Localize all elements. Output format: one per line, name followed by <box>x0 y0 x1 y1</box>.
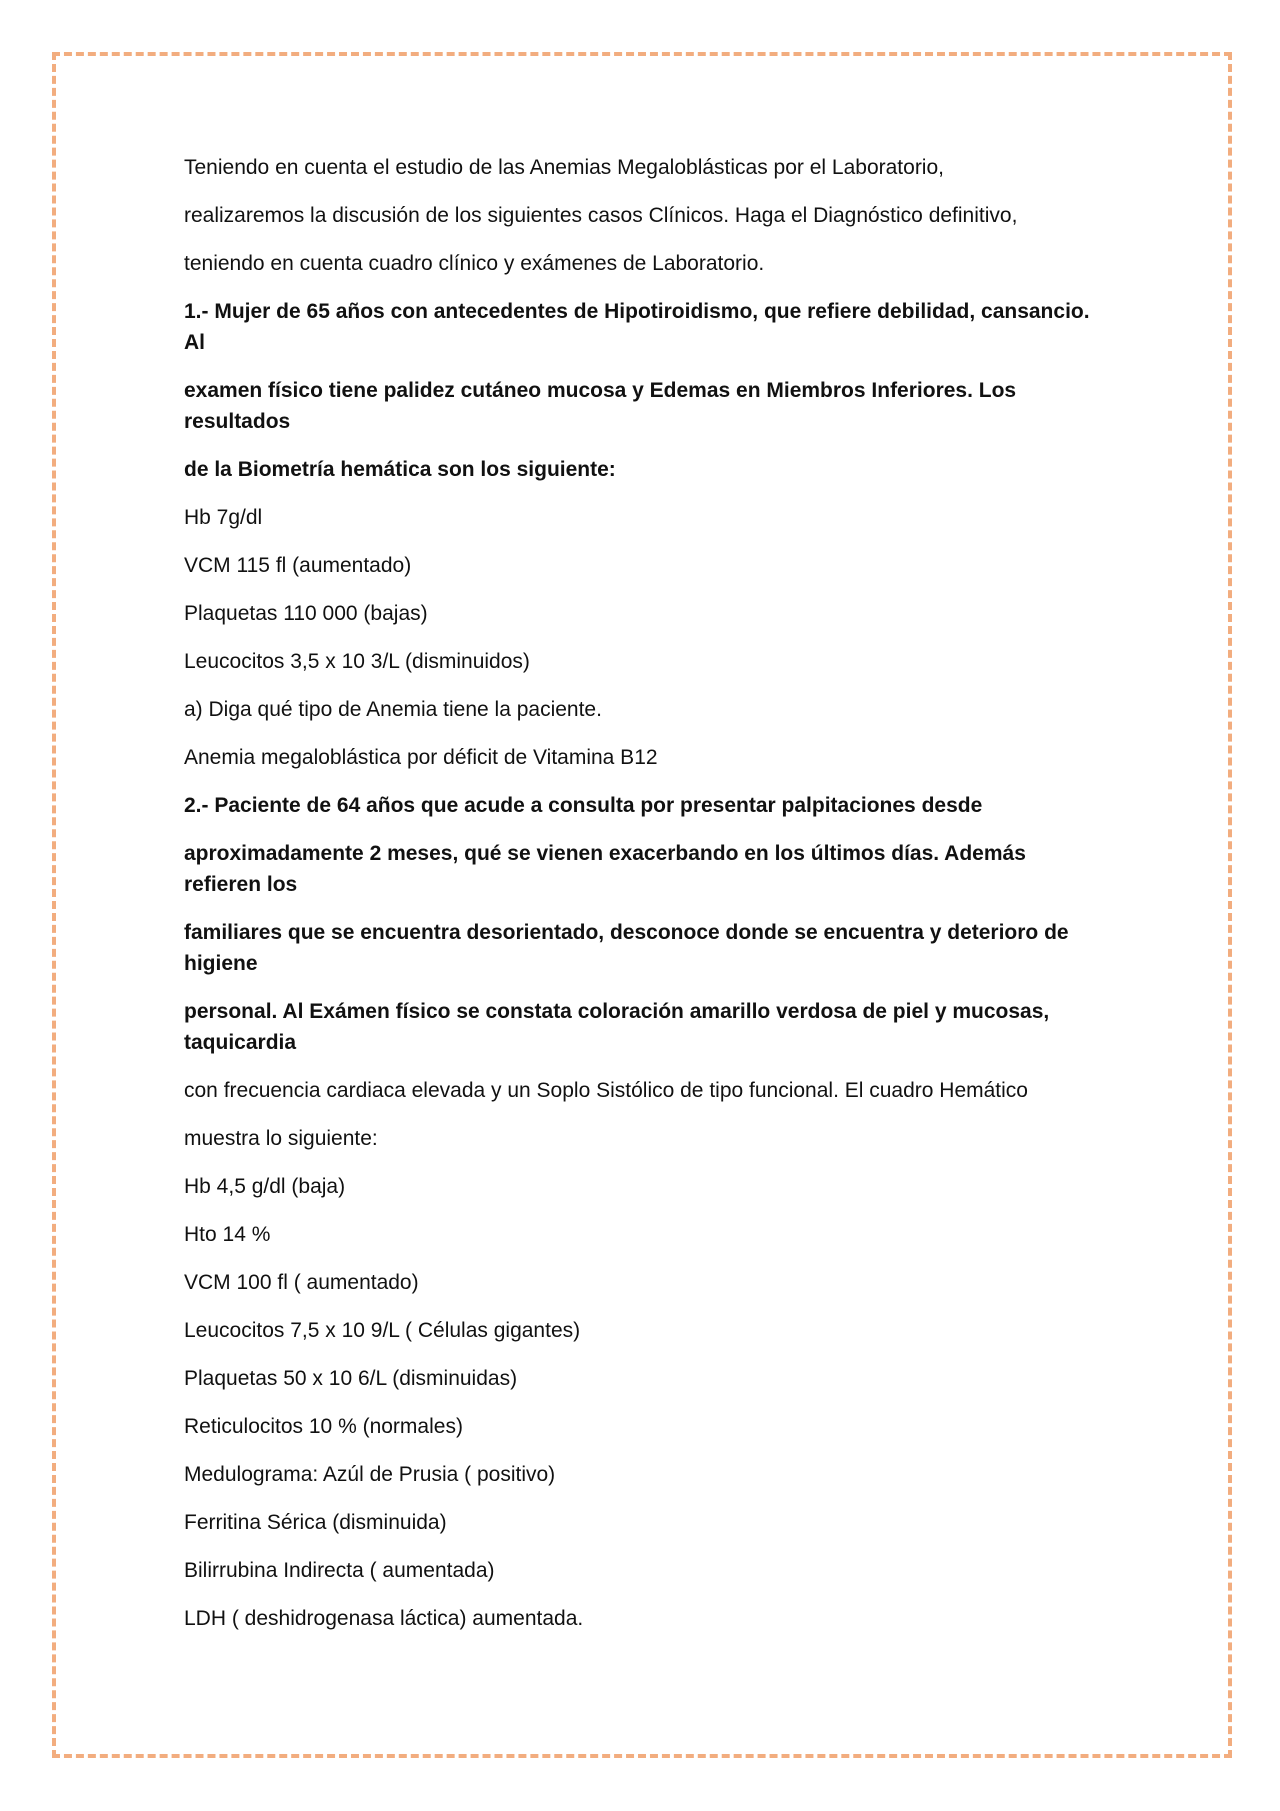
case-2-description-1: 2.- Paciente de 64 años que acude a consulta por presentar palpitaciones desde <box>184 794 983 817</box>
case-1-lab-leucocitos: Leucocitos 3,5 x 10 3/L (disminuidos) <box>184 650 530 673</box>
case-2-lab-leucocitos: Leucocitos 7,5 x 10 9/L ( Células gigantes) <box>184 1319 581 1342</box>
case-1-lab-hb: Hb 7g/dl <box>184 506 263 529</box>
case-1-description-2: examen físico tiene palidez cutáneo mucosa y Edemas en Miembros Inferiores. Los resultados <box>184 379 1017 433</box>
case-2-lab-ferritina: Ferritina Sérica (disminuida) <box>184 1511 447 1534</box>
case-2-lab-medulograma: Medulograma: Azúl de Prusia ( positivo) <box>184 1463 556 1486</box>
case-2-lab-hb: Hb 4,5 g/dl (baja) <box>184 1175 346 1198</box>
case-2-lab-bilirrubina: Bilirrubina Indirecta ( aumentada) <box>184 1559 495 1582</box>
intro-line-2: realizaremos la discusión de los siguientes casos Clínicos. Haga el Diagnóstico definitivo, <box>184 204 1018 227</box>
case-1-lab-plaquetas: Plaquetas 110 000 (bajas) <box>184 602 428 625</box>
case-2-description-3: familiares que se encuentra desorientado, desconoce donde se encuentra y deterioro de higiene <box>184 921 1069 975</box>
case-2-lab-vcm: VCM 100 fl ( aumentado) <box>184 1271 419 1294</box>
case-2-lab-plaquetas: Plaquetas 50 x 10 6/L (disminuidas) <box>184 1367 518 1390</box>
case-2-description-5: con frecuencia cardiaca elevada y un Soplo Sistólico de tipo funcional. El cuadro Hemático <box>184 1079 1028 1102</box>
intro-line-1: Teniendo en cuenta el estudio de las Anemias Megaloblásticas por el Laboratorio, <box>184 156 944 179</box>
case-1-answer: Anemia megaloblástica por déficit de Vitamina B12 <box>184 746 658 769</box>
case-2-lab-reticulocitos: Reticulocitos 10 % (normales) <box>184 1415 463 1438</box>
case-1-lab-vcm: VCM 115 fl (aumentado) <box>184 554 412 577</box>
case-1-question: a) Diga qué tipo de Anemia tiene la paciente. <box>184 698 602 721</box>
case-1-description-3: de la Biometría hemática son los siguiente: <box>184 458 616 481</box>
document-body <box>184 152 1104 1651</box>
case-2-lab-ldh: LDH ( deshidrogenasa láctica) aumentada. <box>184 1607 584 1630</box>
case-2-lab-hto: Hto 14 % <box>184 1223 271 1246</box>
case-2-description-2: aproximadamente 2 meses, qué se vienen exacerbando en los últimos días. Además refieren los <box>184 842 1026 896</box>
case-2-description-6: muestra lo siguiente: <box>184 1127 378 1150</box>
intro-line-3: teniendo en cuenta cuadro clínico y exámenes de Laboratorio. <box>184 252 765 275</box>
case-2-description-4: personal. Al Exámen físico se constata coloración amarillo verdosa de piel y mucosas, taquicardia <box>184 1000 1050 1054</box>
case-1-description-1: 1.- Mujer de 65 años con antecedentes de Hipotiroidismo, que refiere debilidad, cansancio. Al <box>184 300 1090 354</box>
